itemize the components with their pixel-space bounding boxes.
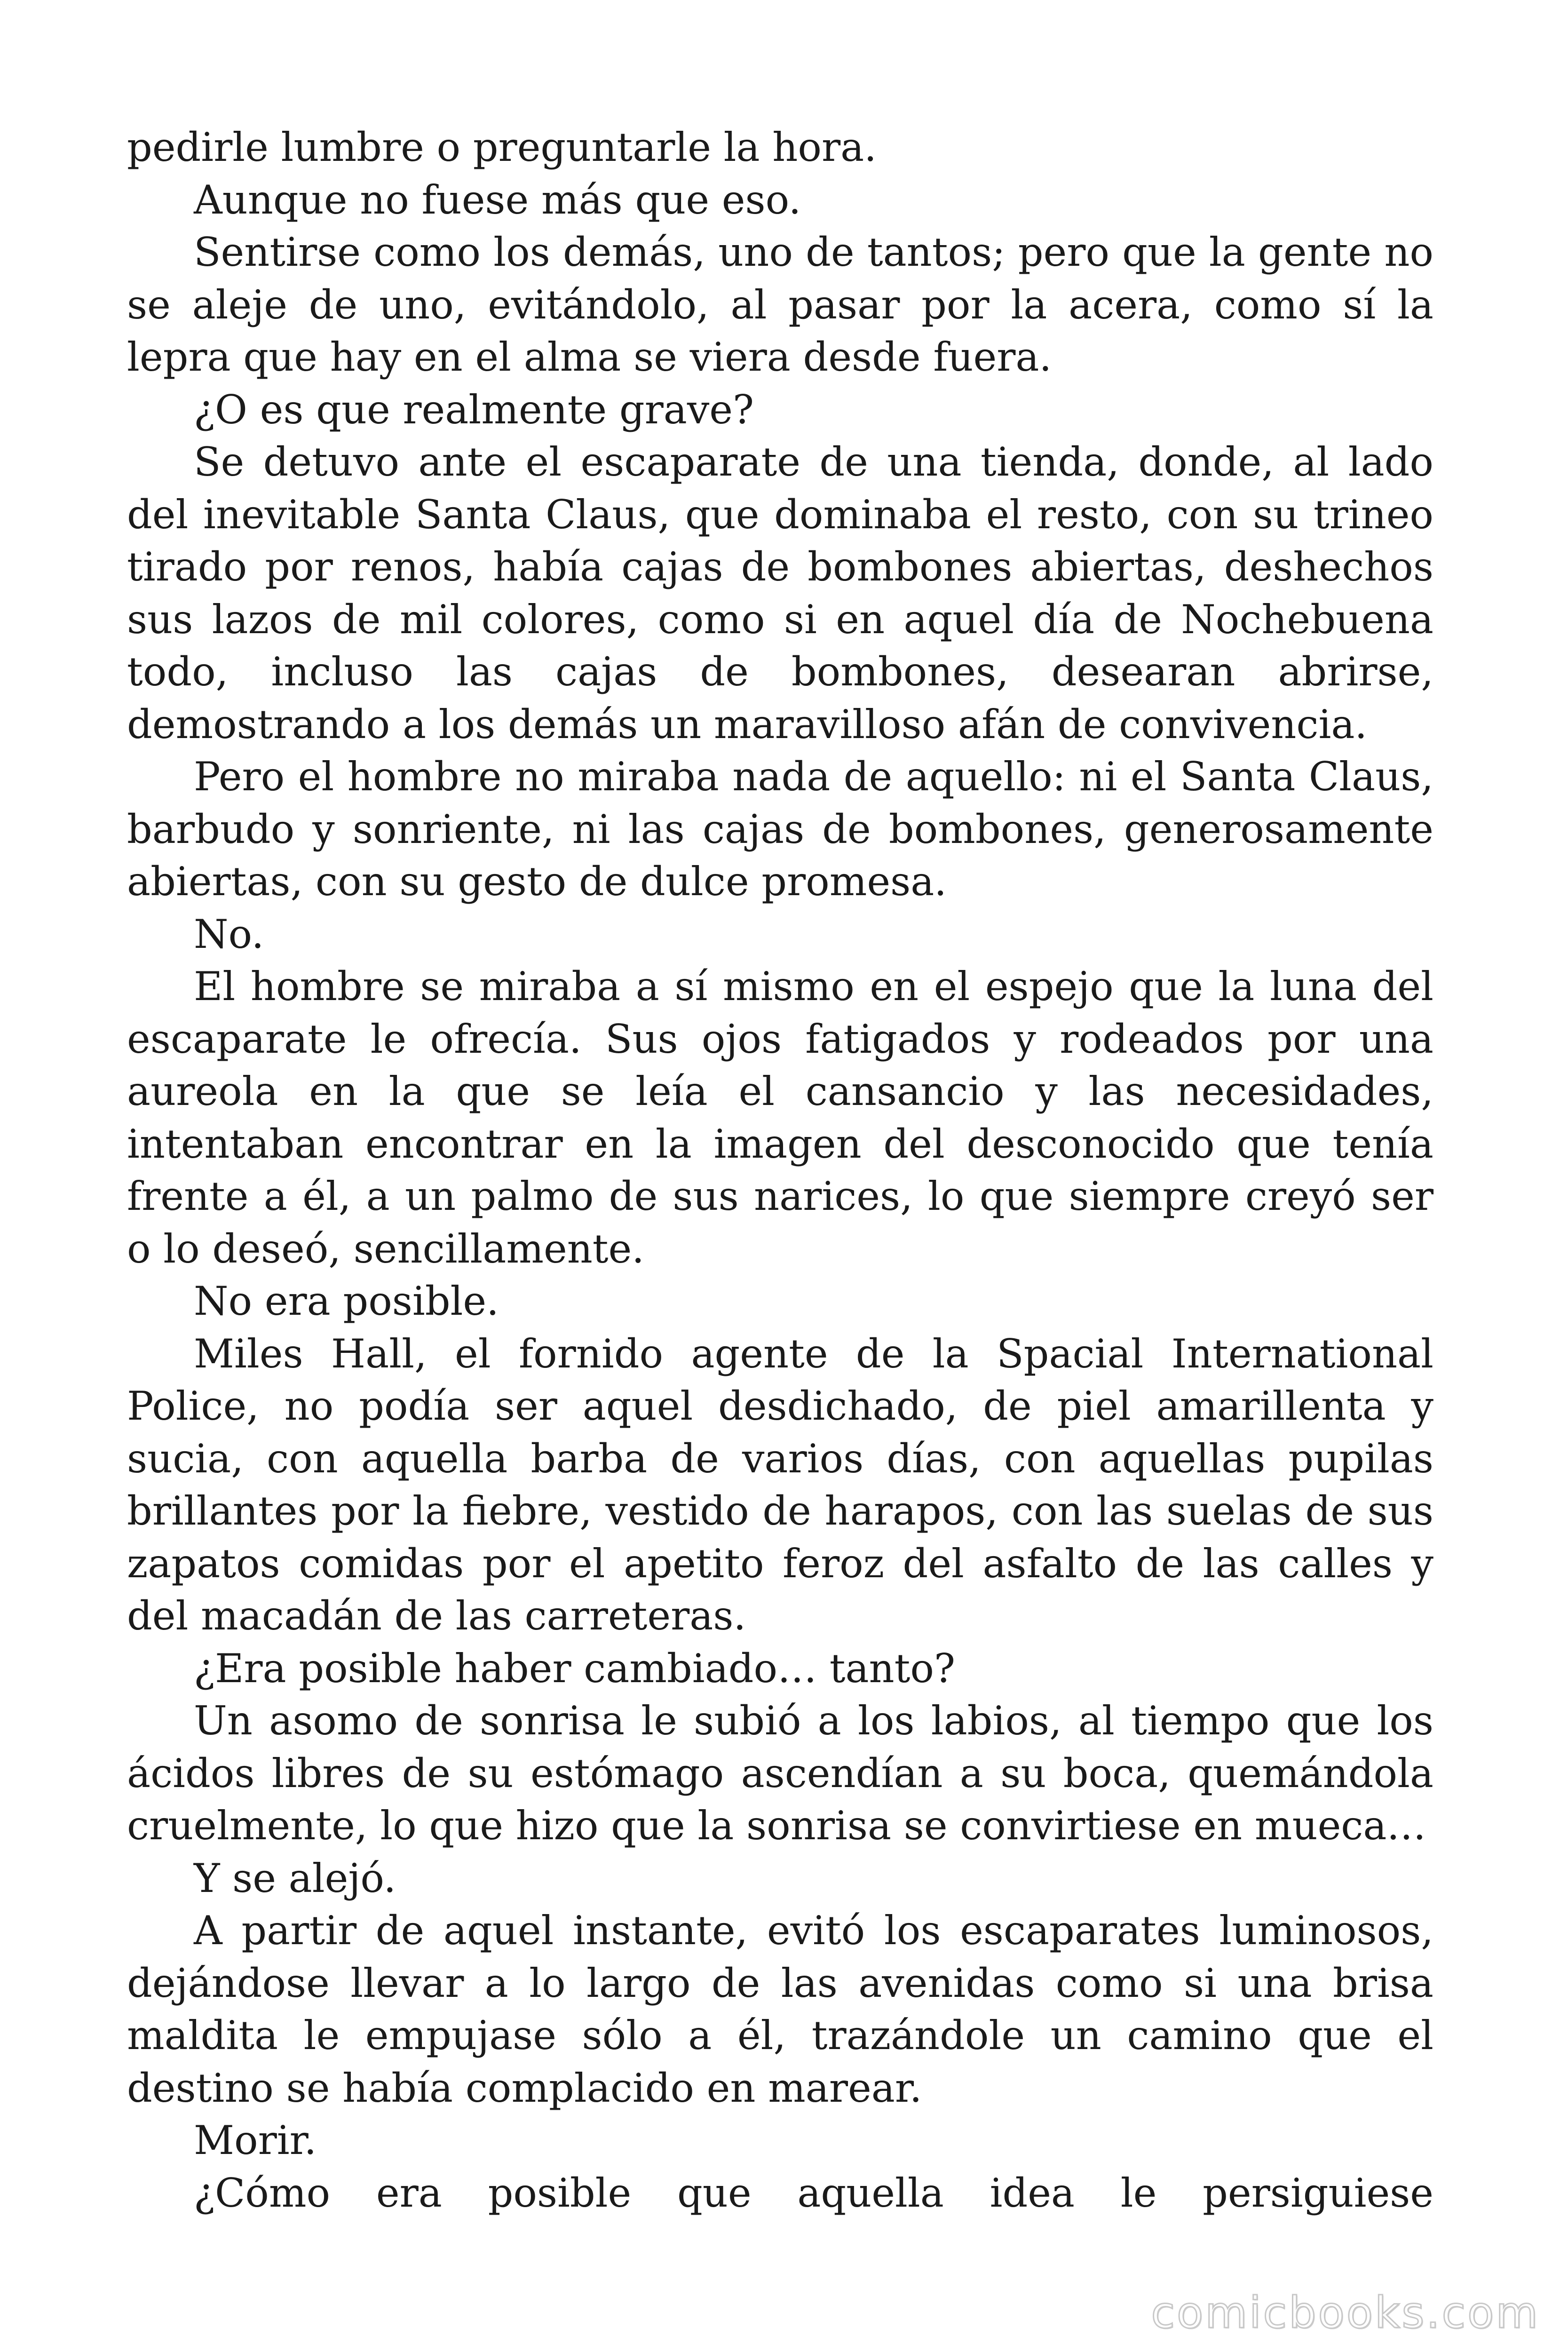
paragraph-15: Morir. (194, 2117, 317, 2163)
paragraph-4: ¿O es que realmente grave? (194, 386, 754, 433)
paragraph-14: A partir de aquel instante, evitó los escaparates luminosos, dejándose llevar a lo largo de las avenidas como si una brisa maldita le empujase sólo a él, trazándole un camino que el destino se había complacido en marear. (127, 1907, 1433, 2111)
paragraph-7: No. (194, 911, 264, 957)
paragraph-13: Y se alejó. (194, 1855, 396, 1901)
paragraph-1: pedirle lumbre o preguntarle la hora. (127, 124, 877, 170)
paragraph-9: No era posible. (194, 1278, 499, 1324)
paragraph-2: Aunque no fuese más que eso. (194, 176, 801, 223)
paragraph-5: Se detuvo ante el escaparate de una tienda, donde, al lado del inevitable Santa Claus, que dominaba el resto, con su trineo tirado por renos, había cajas de bombones abiertas, deshechos sus lazos de mil colores, como si en aquel día de Nochebuena todo, incluso las cajas de bombones, desearan abrirse, demostrando a los demás un maravilloso afán de convivencia. (127, 439, 1433, 747)
paragraph-11: ¿Era posible haber cambiado… tanto? (194, 1645, 956, 1692)
paragraph-10: Miles Hall, el fornido agente de la Spacial International Police, no podía ser aquel desdichado, de piel amarillenta y sucia, con aquella barba de varios días, con aquellas pupilas brillantes por la fiebre, vestido de harapos, con las suelas de sus zapatos comidas por el apetito feroz del asfalto de las calles y del macadán de las carreteras. (127, 1330, 1433, 1639)
paragraph-12: Un asomo de sonrisa le subió a los labios, al tiempo que los ácidos libres de su estómago ascendían a su boca, quemándola cruelmente, lo que hizo que la sonrisa se convirtiese en mueca… (127, 1698, 1433, 1849)
paragraph-3: Sentirse como los demás, uno de tantos; pero que la gente no se aleje de uno, evitándolo, al pasar por la acera, como sí la lepra que hay en el alma se viera desde fuera. (127, 229, 1433, 380)
paragraph-16: ¿Cómo era posible que aquella idea le persiguiese (194, 2169, 1433, 2216)
paragraph-6: Pero el hombre no miraba nada de aquello: ni el Santa Claus, barbudo y sonriente, ni las cajas de bombones, generosamente abiertas, con su gesto de dulce promesa. (127, 754, 1433, 905)
paragraph-8: El hombre se miraba a sí mismo en el espejo que la luna del escaparate le ofrecía. Sus ojos fatigados y rodeados por una aureola en la que se leía el cansancio y las necesidades, intentaban encontrar en la imagen del desconocido que tenía frente a él, a un palmo de sus narices, lo que siempre creyó ser o lo deseó, sencillamente. (127, 963, 1433, 1272)
watermark: comicbooks.com (1151, 2288, 1540, 2338)
book-page-text (127, 121, 1433, 2219)
